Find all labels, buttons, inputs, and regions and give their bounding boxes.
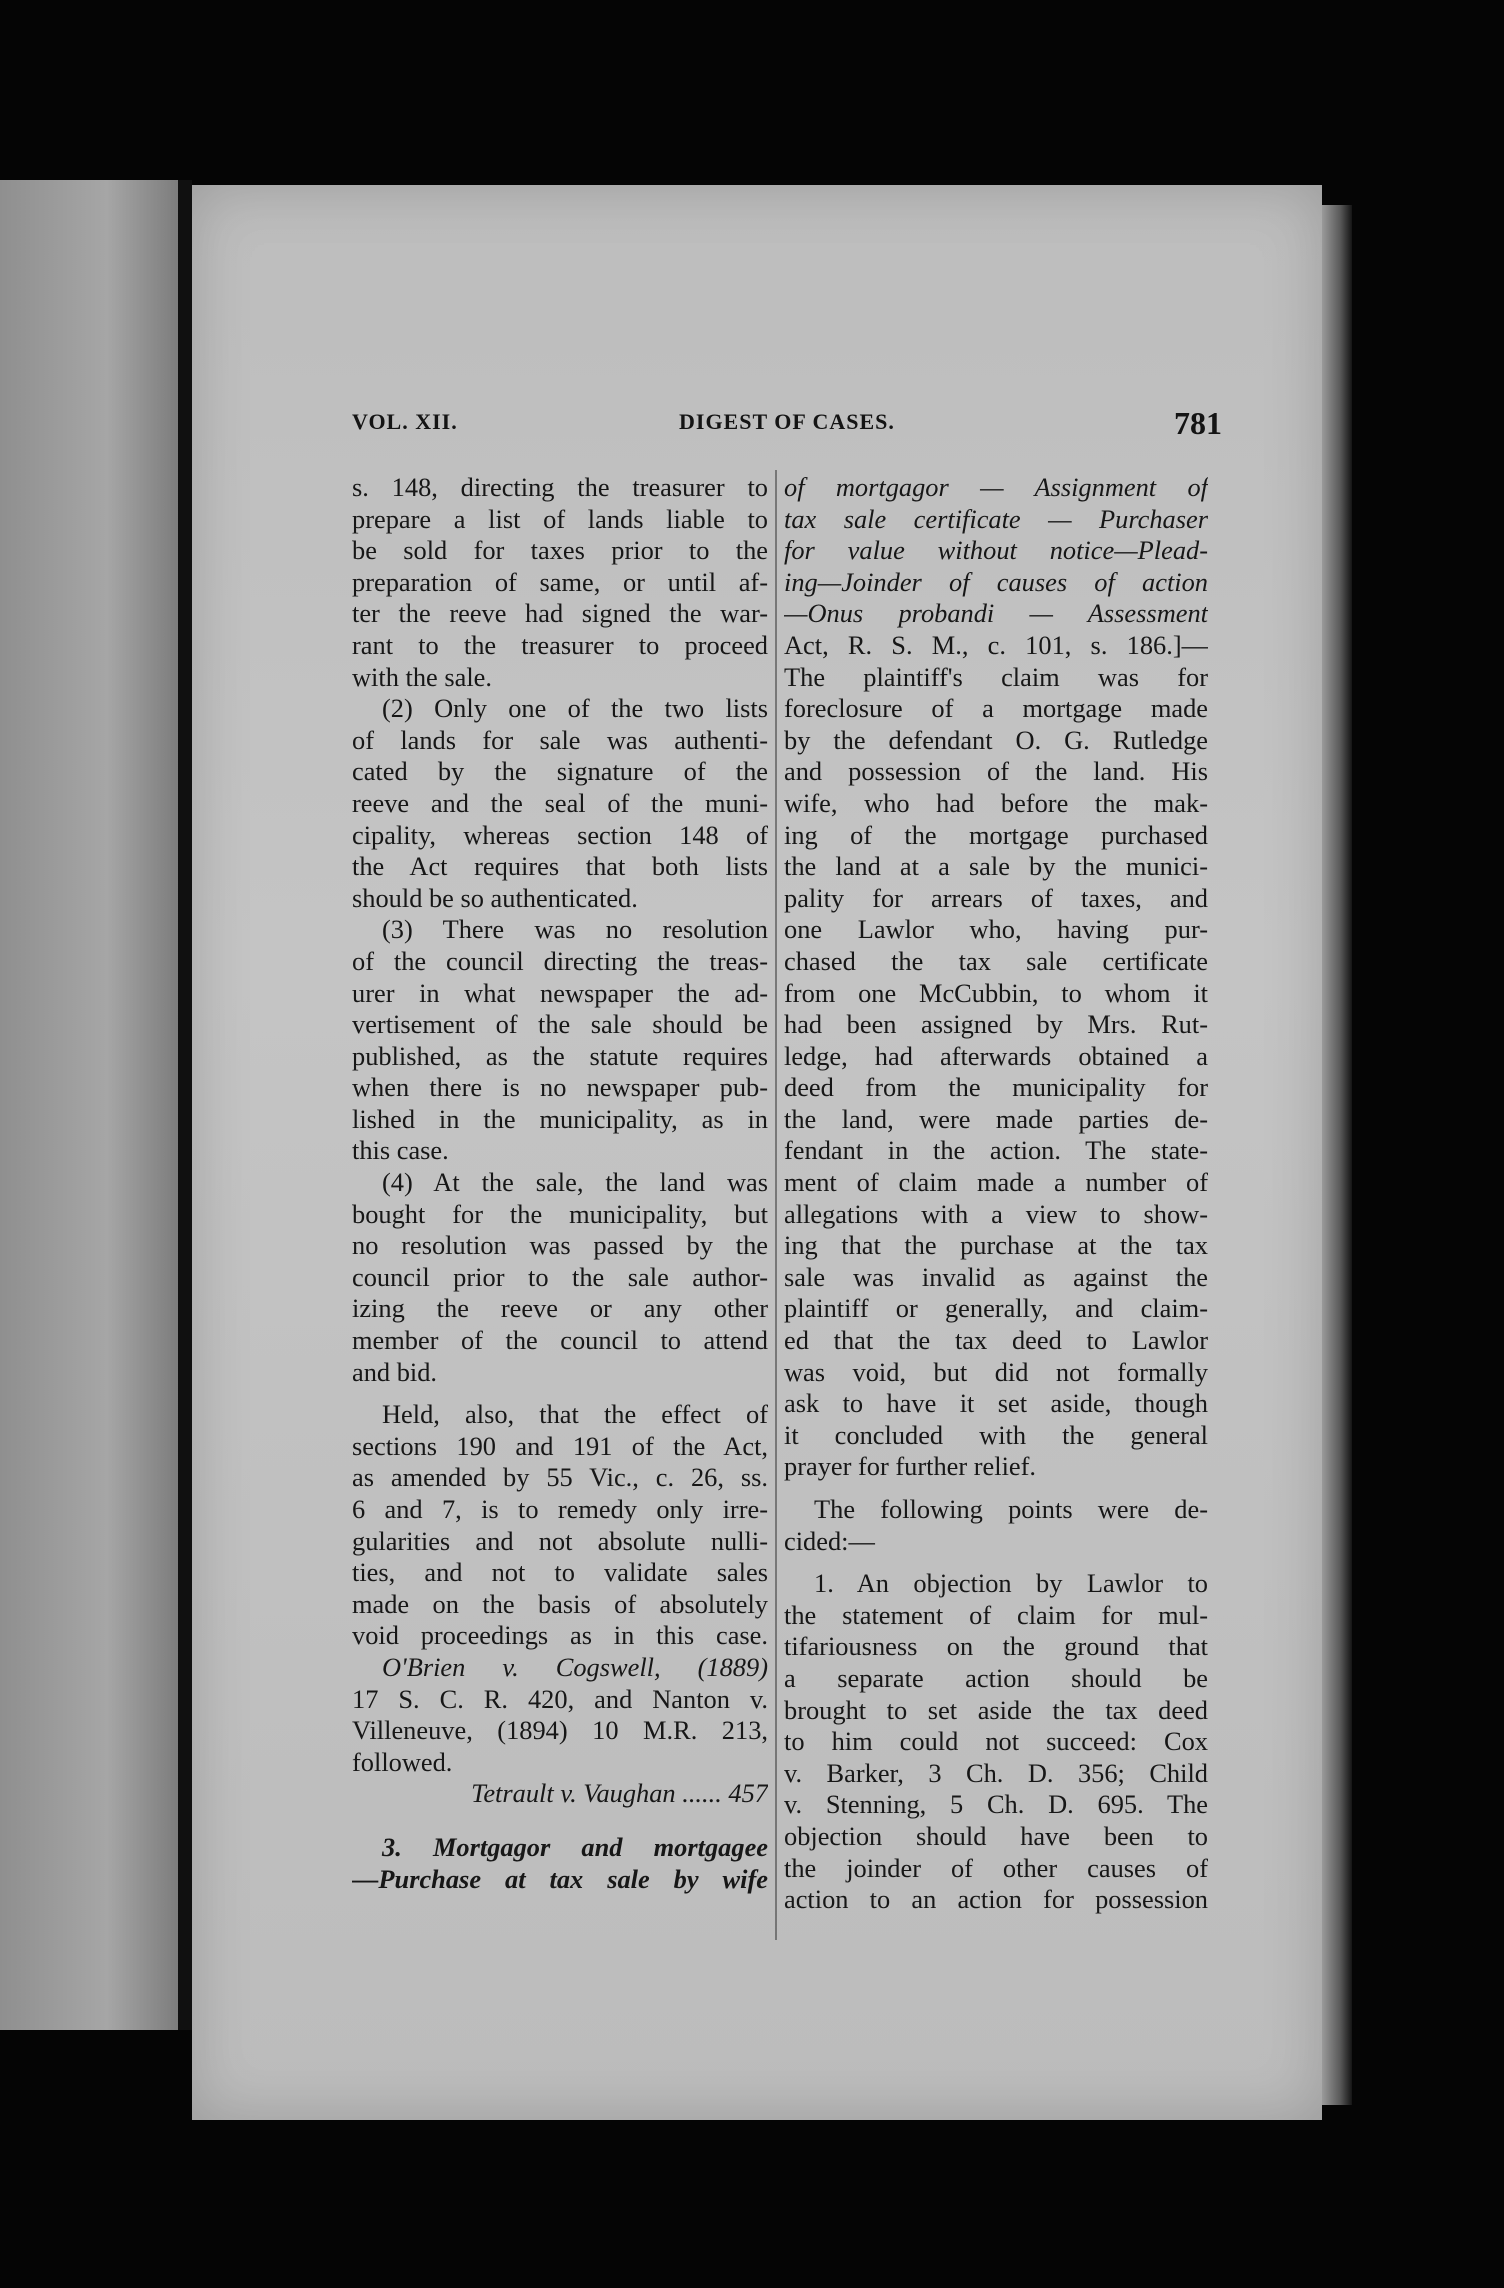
left-column xyxy=(352,472,768,1895)
text-line: cated by the signature of the xyxy=(352,756,768,787)
text-line: ties, and not to validate sales xyxy=(352,1557,768,1588)
text-line: brought to set aside the tax deed xyxy=(784,1694,1208,1725)
text-line: it concluded with the general xyxy=(784,1419,1208,1450)
text-line: cipality, whereas section 148 of xyxy=(352,819,768,850)
case-citation: v. Stenning, 5 Ch. D. 695. The xyxy=(784,1789,1208,1820)
text-line: from one McCubbin, to whom it xyxy=(784,977,1208,1008)
text-line: void proceedings as in this case. xyxy=(352,1620,768,1651)
text-line: preparation of same, or until af- xyxy=(352,566,768,597)
case-citation: 17 S. C. R. 420, and Nanton v. xyxy=(352,1683,768,1714)
text-line: prepare a list of lands liable to xyxy=(352,503,768,534)
text-line: action to an action for possession xyxy=(784,1884,1208,1915)
text-line: urer in what newspaper the ad- xyxy=(352,977,768,1008)
text-line: be sold for taxes prior to the xyxy=(352,535,768,566)
text-line: as amended by 55 Vic., c. 26, ss. xyxy=(352,1462,768,1493)
headnote-line: ing—Joinder of causes of action xyxy=(784,566,1208,597)
text-line: (4) At the sale, the land was xyxy=(382,1167,768,1198)
text-line: reeve and the seal of the muni- xyxy=(352,787,768,818)
text-line: made on the basis of absolutely xyxy=(352,1588,768,1619)
text-line: prayer for further relief. xyxy=(784,1451,1037,1482)
text-line: of lands for sale was authenti- xyxy=(352,724,768,755)
facing-page-edge xyxy=(0,180,178,2030)
text-line: to him could not succeed: Cox xyxy=(784,1726,1208,1757)
text-line: council prior to the sale author- xyxy=(352,1261,768,1292)
text-line: The following points were de- xyxy=(814,1494,1208,1524)
text-line: ing that the purchase at the tax xyxy=(784,1230,1208,1261)
text-line: 6 and 7, is to remedy only irre- xyxy=(352,1494,768,1524)
text-line: ment of claim made a number of xyxy=(784,1167,1208,1198)
text-line: gularities and not absolute nulli- xyxy=(352,1525,768,1556)
text-line: wife, who had before the mak- xyxy=(784,787,1208,818)
column-divider xyxy=(775,470,777,1940)
right-column xyxy=(784,472,1208,1916)
case-reference: Tetrault v. Vaughan ...... 457 xyxy=(471,1778,768,1809)
text-line: 1. An objection by Lawlor to xyxy=(814,1568,1208,1599)
text-line: no resolution was passed by the xyxy=(352,1230,768,1261)
text-line: had been assigned by Mrs. Rut- xyxy=(784,1009,1208,1040)
text-line: objection should have been to xyxy=(784,1820,1208,1851)
text-line: the Act requires that both lists xyxy=(352,851,768,882)
header-title: DIGEST OF CASES. xyxy=(679,409,895,434)
text-line: and bid. xyxy=(352,1356,438,1387)
text-line: The plaintiff's claim was for xyxy=(784,661,1208,692)
text-line: was void, but did not formally xyxy=(784,1356,1208,1387)
text-line: foreclosure of a mortgage made xyxy=(784,693,1208,724)
text-line: s. 148, directing the treasurer to xyxy=(352,472,768,502)
text-line: bought for the municipality, but xyxy=(352,1198,768,1229)
headnote-line: —Onus probandi — Assessment xyxy=(784,598,1208,629)
text-line: ledge, had afterwards obtained a xyxy=(784,1040,1208,1071)
case-citation: Villeneuve, (1894) 10 M.R. 213, xyxy=(352,1715,768,1746)
text-line: vertisement of the sale should be xyxy=(352,1009,768,1040)
headnote-line: of mortgagor — Assignment of xyxy=(784,472,1208,502)
text-line: plaintiff or generally, and claim- xyxy=(784,1293,1208,1324)
text-line: sections 190 and 191 of the Act, xyxy=(352,1430,768,1461)
text-line: fendant in the action. The state- xyxy=(784,1135,1208,1166)
page-number: 781 xyxy=(1174,405,1222,441)
headnote-line: Act, R. S. M., c. 101, s. 186.]— xyxy=(784,629,1208,660)
book-gutter xyxy=(178,180,192,2030)
text-line: ed that the tax deed to Lawlor xyxy=(784,1325,1208,1356)
text-line: allegations with a view to show- xyxy=(784,1198,1208,1229)
text-line: the joinder of other causes of xyxy=(784,1852,1208,1883)
running-header xyxy=(352,405,1222,445)
case-citation: O'Brien v. Cogswell, (1889) xyxy=(382,1651,768,1682)
text-line: ing of the mortgage purchased xyxy=(784,819,1208,850)
text-line: rant to the treasurer to proceed xyxy=(352,629,768,660)
text-line: ask to have it set aside, though xyxy=(784,1388,1208,1419)
text-line: lished in the municipality, as in xyxy=(352,1103,768,1134)
text-line: the statement of claim for mul- xyxy=(784,1599,1208,1630)
text-line: chased the tax sale certificate xyxy=(784,945,1208,976)
text-line: ter the reeve had signed the war- xyxy=(352,598,768,629)
text-line: should be so authenticated. xyxy=(352,882,638,913)
text-line: pality for arrears of taxes, and xyxy=(784,882,1208,913)
text-line: and possession of the land. His xyxy=(784,756,1208,787)
text-line: (3) There was no resolution xyxy=(382,914,768,945)
text-line: this case. xyxy=(352,1135,449,1166)
text-line: izing the reeve or any other xyxy=(352,1293,768,1324)
text-line: member of the council to attend xyxy=(352,1325,768,1356)
headnote-line: for value without notice—Plead- xyxy=(784,535,1208,566)
text-line: with the sale. xyxy=(352,661,492,692)
text-line: followed. xyxy=(352,1746,453,1777)
text-line: tifariousness on the ground that xyxy=(784,1631,1208,1662)
text-line: (2) Only one of the two lists xyxy=(382,693,768,724)
section-heading: 3. Mortgagor and mortgagee xyxy=(382,1831,768,1862)
text-line: a separate action should be xyxy=(784,1662,1208,1693)
section-heading: —Purchase at tax sale by wife xyxy=(352,1863,768,1894)
text-line: sale was invalid as against the xyxy=(784,1261,1208,1292)
text-line: one Lawlor who, having pur- xyxy=(784,914,1208,945)
headnote-line: tax sale certificate — Purchaser xyxy=(784,503,1208,534)
text-line: of the council directing the treas- xyxy=(352,945,768,976)
text-line: Held, also, that the effect of xyxy=(382,1399,768,1430)
text-line: by the defendant O. G. Rutledge xyxy=(784,724,1208,755)
text-line: the land at a sale by the munici- xyxy=(784,851,1208,882)
page-edge-shadow xyxy=(1322,205,1352,2105)
text-line: the land, were made parties de- xyxy=(784,1103,1208,1134)
volume-label: VOL. XII. xyxy=(352,409,458,434)
text-line: deed from the municipality for xyxy=(784,1072,1208,1103)
text-line: cided:— xyxy=(784,1525,875,1556)
text-line: published, as the statute requires xyxy=(352,1040,768,1071)
case-citation: v. Barker, 3 Ch. D. 356; Child xyxy=(784,1757,1208,1788)
text-line: when there is no newspaper pub- xyxy=(352,1072,768,1103)
